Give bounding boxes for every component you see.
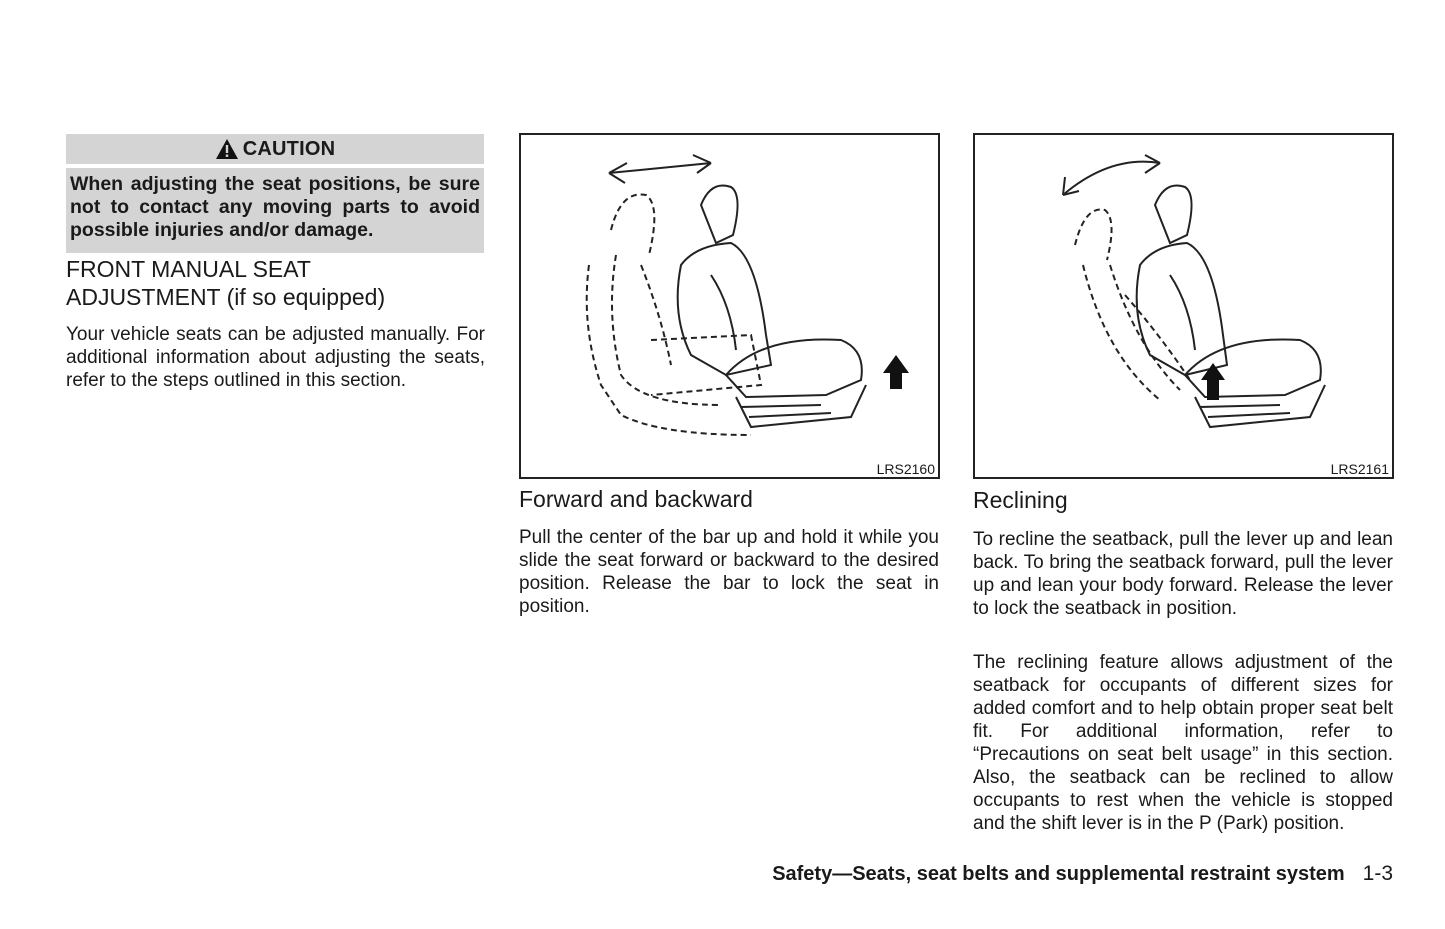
- warning-triangle-icon: [215, 138, 239, 160]
- page-number: 1-3: [1362, 862, 1393, 885]
- seat-recline-illustration-icon: [975, 135, 1392, 477]
- section-heading-line2: ADJUSTMENT (if so equipped): [66, 284, 386, 310]
- reclining-paragraph-1: To recline the seatback, pull the lever up and lean back. To bring the seatback forward, pull the lever up and lean your body forward. Release the lever to lock the seatback in position.: [973, 529, 1393, 619]
- figure1-label: LRS2160: [876, 461, 935, 477]
- caution-text: When adjusting the seat positions, be sure not to contact any moving parts to avoid possible injuries and/or damage.: [66, 168, 484, 253]
- caution-title: CAUTION: [242, 137, 336, 160]
- section-heading-line1: FRONT MANUAL SEAT: [66, 256, 311, 282]
- page-footer: [772, 862, 1393, 886]
- caution-header: [66, 134, 484, 164]
- footer-title: Safety—Seats, seat belts and supplemental restraint system: [772, 863, 1345, 885]
- seat-slide-illustration-icon: [521, 135, 938, 477]
- forward-heading: Forward and backward: [519, 486, 753, 512]
- reclining-heading: Reclining: [973, 487, 1068, 513]
- reclining-paragraph-2: The reclining feature allows adjustment of the seatback for occupants of different sizes for added comfort and to help obtain proper seat belt fit. For additional information, refer to “Precautions on seat belt usage” in this section. Also, the seatback can be reclined to allow occupants to rest when the vehicle is stopped and the shift lever is in the P (Park) position.: [973, 652, 1393, 834]
- forward-paragraph: Pull the center of the bar up and hold it while you slide the seat forward or backward to the desired position. Release the bar to lock the seat in position.: [519, 527, 939, 617]
- figure-seat-recline: [973, 133, 1394, 479]
- intro-paragraph: Your vehicle seats can be adjusted manually. For additional information about adjusting the seats, refer to the steps outlined in this section.: [66, 324, 485, 391]
- figure-seat-slide: [519, 133, 940, 479]
- figure2-label: LRS2161: [1330, 461, 1389, 477]
- section-heading: [66, 255, 486, 311]
